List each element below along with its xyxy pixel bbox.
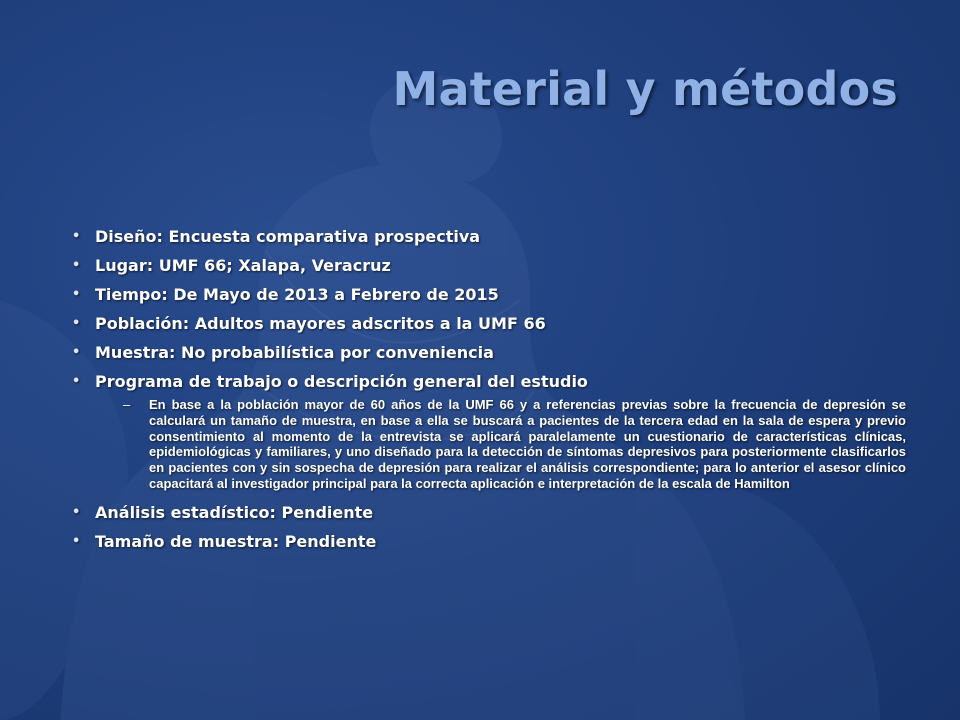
bullet-item-tamano	[72, 527, 906, 556]
bullet-item-tiempo	[72, 280, 906, 309]
slide-content	[72, 222, 906, 556]
bullet-text: Población: Adultos mayores adscritos a la UMF 66	[95, 314, 546, 333]
bullet-list	[72, 222, 906, 396]
bullet-icon: •	[72, 316, 81, 331]
bullet-text: Muestra: No probabilística por conveniencia	[95, 343, 494, 362]
bullet-item-poblacion	[72, 309, 906, 338]
sub-bullet-text: En base a la población mayor de 60 años de la UMF 66 y a referencias previas sobre la frecuencia de depresión se calculará un tamaño de muestra, en base a ella se buscará a pacientes de la tercera edad en la sala de espera y previo consentimiento al momento de la entrevista se aplicará paralelamente un cuestionario de características clínicas, epidemiológicas y familiares, y uno diseñado para la detección de síntomas depresivos para posteriormente clasificarlos en pacientes con y sin sospecha de depresión para realizar el análisis correspondiente; para lo anterior el asesor clínico capacitará al investigador principal para la correcta aplicación e interpretación de la escala de Hamilton	[149, 397, 906, 491]
bullet-list-pending	[72, 498, 906, 556]
bullet-item-muestra	[72, 338, 906, 367]
bullet-item-programa	[72, 367, 906, 396]
bullet-icon: •	[72, 345, 81, 360]
bullet-icon: •	[72, 504, 81, 520]
slide-title: Material y métodos	[392, 62, 898, 116]
bullet-item-analisis	[72, 498, 906, 527]
bullet-text: Programa de trabajo o descripción general del estudio	[95, 372, 588, 391]
bullet-icon: •	[72, 229, 81, 244]
dash-icon: –	[123, 397, 131, 412]
bullet-icon: •	[72, 533, 81, 549]
bullet-icon: •	[72, 258, 81, 273]
bullet-text: Tamaño de muestra: Pendiente	[95, 531, 377, 551]
sub-bullet-description	[123, 397, 906, 492]
bullet-item-diseno	[72, 222, 906, 251]
bullet-text: Análisis estadístico: Pendiente	[95, 502, 374, 522]
bullet-text: Diseño: Encuesta comparativa prospectiva	[95, 227, 481, 246]
bullet-icon: •	[72, 287, 81, 302]
bullet-item-lugar	[72, 251, 906, 280]
bullet-text: Lugar: UMF 66; Xalapa, Veracruz	[95, 256, 391, 275]
bullet-text: Tiempo: De Mayo de 2013 a Febrero de 2015	[95, 285, 499, 304]
bullet-icon: •	[72, 374, 81, 389]
